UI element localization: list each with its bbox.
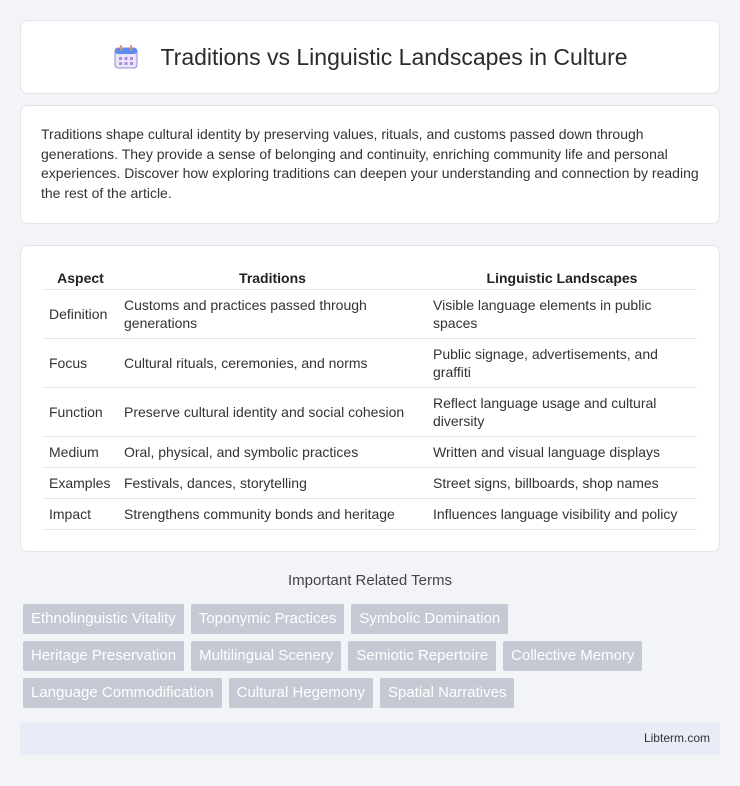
table-row bbox=[43, 339, 697, 388]
linguistic-cell: Influences language visibility and policy bbox=[427, 499, 697, 530]
linguistic-cell: Visible language elements in public spaces bbox=[427, 290, 697, 339]
footer-site-link[interactable]: Libterm.com bbox=[643, 731, 710, 745]
aspect-cell: Function bbox=[43, 388, 118, 437]
traditions-cell: Preserve cultural identity and social cohesion bbox=[118, 388, 427, 437]
tag-ethnolinguistic-vitality[interactable]: Ethnolinguistic Vitality bbox=[23, 604, 184, 634]
table-row bbox=[43, 290, 697, 339]
aspect-cell: Medium bbox=[43, 437, 118, 468]
traditions-cell: Strengthens community bonds and heritage bbox=[118, 499, 427, 530]
tag-collective-memory[interactable]: Collective Memory bbox=[503, 641, 642, 671]
linguistic-cell: Street signs, billboards, shop names bbox=[427, 468, 697, 499]
intro-text: Traditions shape cultural identity by preserving values, rituals, and customs passed down through generations. They provide a sense of belonging and continuity, enriching community life and personal experiences. Discover how exploring traditions can deepen your understanding and connection by reading the rest of the article. bbox=[41, 126, 699, 201]
table-row bbox=[43, 468, 697, 499]
header-card bbox=[20, 20, 720, 94]
intro-card bbox=[20, 105, 720, 224]
calendar-icon bbox=[112, 43, 140, 71]
tag-spatial-narratives[interactable]: Spatial Narratives bbox=[380, 678, 514, 708]
aspect-cell: Focus bbox=[43, 339, 118, 388]
table-row bbox=[43, 388, 697, 437]
tag-toponymic-practices[interactable]: Toponymic Practices bbox=[191, 604, 345, 634]
table-header-row bbox=[43, 266, 697, 290]
aspect-cell: Impact bbox=[43, 499, 118, 530]
table-row bbox=[43, 437, 697, 468]
aspect-cell: Definition bbox=[43, 290, 118, 339]
tag-heritage-preservation[interactable]: Heritage Preservation bbox=[23, 641, 184, 671]
traditions-cell: Customs and practices passed through generations bbox=[118, 290, 427, 339]
tag-row bbox=[23, 604, 723, 634]
tag-cultural-hegemony[interactable]: Cultural Hegemony bbox=[229, 678, 373, 708]
linguistic-cell: Public signage, advertisements, and graffiti bbox=[427, 339, 697, 388]
table-row bbox=[43, 499, 697, 530]
traditions-cell: Cultural rituals, ceremonies, and norms bbox=[118, 339, 427, 388]
header-aspect: Aspect bbox=[43, 266, 118, 290]
tag-row bbox=[23, 678, 723, 708]
tag-multilingual-scenery[interactable]: Multilingual Scenery bbox=[191, 641, 341, 671]
tag-symbolic-domination[interactable]: Symbolic Domination bbox=[351, 604, 508, 634]
linguistic-cell: Written and visual language displays bbox=[427, 437, 697, 468]
related-terms-title: Important Related Terms bbox=[288, 572, 452, 589]
footer bbox=[20, 722, 720, 755]
traditions-cell: Festivals, dances, storytelling bbox=[118, 468, 427, 499]
traditions-cell: Oral, physical, and symbolic practices bbox=[118, 437, 427, 468]
comparison-card bbox=[20, 245, 720, 552]
linguistic-cell: Reflect language usage and cultural diversity bbox=[427, 388, 697, 437]
aspect-cell: Examples bbox=[43, 468, 118, 499]
tag-language-commodification[interactable]: Language Commodification bbox=[23, 678, 222, 708]
tag-row bbox=[23, 641, 723, 671]
page-title: Traditions vs Linguistic Landscapes in Culture bbox=[160, 43, 628, 70]
related-terms-list bbox=[23, 604, 723, 715]
tag-semiotic-repertoire[interactable]: Semiotic Repertoire bbox=[348, 641, 496, 671]
header-linguistic-landscapes: Linguistic Landscapes bbox=[427, 266, 697, 290]
header-traditions: Traditions bbox=[118, 266, 427, 290]
comparison-table bbox=[43, 266, 697, 530]
